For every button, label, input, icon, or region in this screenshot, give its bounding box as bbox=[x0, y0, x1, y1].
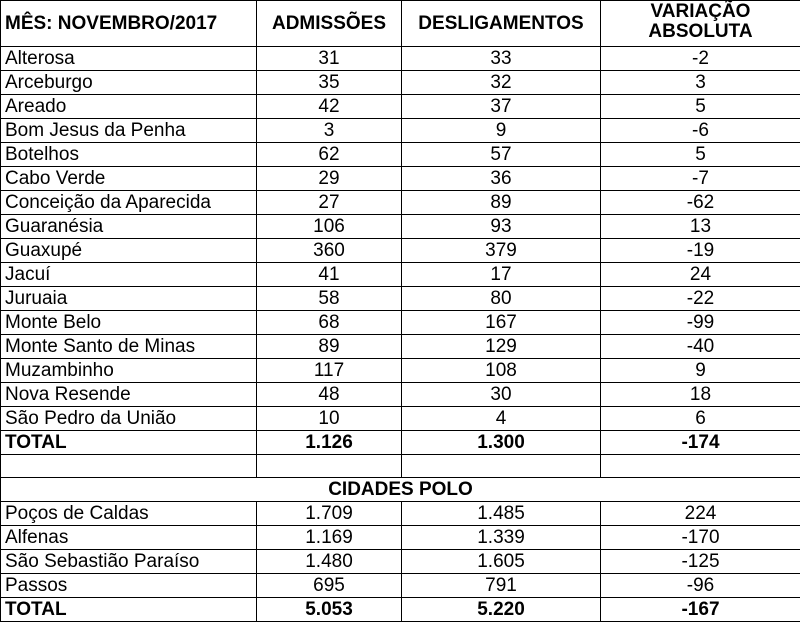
city-city-cell: Conceição da Aparecida bbox=[1, 191, 257, 215]
city-variation-cell: -2 bbox=[601, 47, 800, 71]
city-variation-cell: -40 bbox=[601, 335, 800, 359]
admissions-header: ADMISSÕES bbox=[257, 1, 402, 47]
spacer-cell bbox=[601, 455, 800, 478]
city-dismissals-cell: 108 bbox=[402, 359, 601, 383]
city-variation-cell: 13 bbox=[601, 215, 800, 239]
city-city-cell: São Pedro da União bbox=[1, 407, 257, 431]
spacer-cell bbox=[402, 455, 601, 478]
variation-header-line2: ABSOLUTA bbox=[648, 21, 753, 42]
city-variation-cell: -19 bbox=[601, 239, 800, 263]
city-city-cell: Guaxupé bbox=[1, 239, 257, 263]
city-city-cell: Guaranésia bbox=[1, 215, 257, 239]
polo-city-variation-cell: 224 bbox=[601, 502, 800, 526]
city-admissions-cell: 27 bbox=[257, 191, 402, 215]
spacer-cell bbox=[257, 455, 402, 478]
city-variation-cell: 9 bbox=[601, 359, 800, 383]
city-dismissals-cell: 17 bbox=[402, 263, 601, 287]
polo-city-dismissals-cell: 1.339 bbox=[402, 526, 601, 550]
total-variation: -174 bbox=[601, 431, 800, 455]
polo-city-admissions-cell: 1.480 bbox=[257, 550, 402, 574]
polo-total-dismissals: 5.220 bbox=[402, 598, 601, 622]
city-city-cell: Monte Santo de Minas bbox=[1, 335, 257, 359]
polo-city-row bbox=[1, 574, 800, 598]
total-dismissals: 1.300 bbox=[402, 431, 601, 455]
city-dismissals-cell: 37 bbox=[402, 95, 601, 119]
city-row bbox=[1, 287, 800, 311]
polo-city-variation-cell: -96 bbox=[601, 574, 800, 598]
city-row bbox=[1, 383, 800, 407]
variation-header bbox=[601, 1, 800, 47]
polo-city-row bbox=[1, 526, 800, 550]
total-label: TOTAL bbox=[1, 431, 257, 455]
city-admissions-cell: 106 bbox=[257, 215, 402, 239]
city-dismissals-cell: 93 bbox=[402, 215, 601, 239]
main-table-body bbox=[1, 47, 800, 502]
polo-city-row bbox=[1, 550, 800, 574]
city-dismissals-cell: 80 bbox=[402, 287, 601, 311]
city-row bbox=[1, 119, 800, 143]
city-admissions-cell: 35 bbox=[257, 71, 402, 95]
city-row bbox=[1, 407, 800, 431]
city-admissions-cell: 29 bbox=[257, 167, 402, 191]
city-row bbox=[1, 239, 800, 263]
city-variation-cell: 5 bbox=[601, 143, 800, 167]
city-admissions-cell: 42 bbox=[257, 95, 402, 119]
city-city-cell: Alterosa bbox=[1, 47, 257, 71]
dismissals-header: DESLIGAMENTOS bbox=[402, 1, 601, 47]
polo-section-row bbox=[1, 478, 800, 502]
polo-city-dismissals-cell: 1.485 bbox=[402, 502, 601, 526]
city-admissions-cell: 58 bbox=[257, 287, 402, 311]
variation-header-line1: VARIAÇÃO bbox=[650, 1, 751, 22]
month-header: MÊS: NOVEMBRO/2017 bbox=[1, 1, 257, 47]
city-row bbox=[1, 359, 800, 383]
city-row bbox=[1, 95, 800, 119]
city-dismissals-cell: 379 bbox=[402, 239, 601, 263]
polo-city-dismissals-cell: 791 bbox=[402, 574, 601, 598]
city-admissions-cell: 41 bbox=[257, 263, 402, 287]
city-city-cell: Arceburgo bbox=[1, 71, 257, 95]
polo-city-admissions-cell: 695 bbox=[257, 574, 402, 598]
city-variation-cell: -7 bbox=[601, 167, 800, 191]
header-row bbox=[1, 1, 800, 47]
city-dismissals-cell: 9 bbox=[402, 119, 601, 143]
city-dismissals-cell: 36 bbox=[402, 167, 601, 191]
city-variation-cell: 5 bbox=[601, 95, 800, 119]
city-city-cell: Cabo Verde bbox=[1, 167, 257, 191]
city-city-cell: Jacuí bbox=[1, 263, 257, 287]
city-row bbox=[1, 167, 800, 191]
polo-city-city-cell: Poços de Caldas bbox=[1, 502, 257, 526]
city-variation-cell: -22 bbox=[601, 287, 800, 311]
total-row bbox=[1, 431, 800, 455]
city-variation-cell: -99 bbox=[601, 311, 800, 335]
city-city-cell: Areado bbox=[1, 95, 257, 119]
city-admissions-cell: 89 bbox=[257, 335, 402, 359]
polo-total-row bbox=[1, 598, 800, 622]
city-admissions-cell: 3 bbox=[257, 119, 402, 143]
total-admissions: 1.126 bbox=[257, 431, 402, 455]
city-admissions-cell: 68 bbox=[257, 311, 402, 335]
city-admissions-cell: 48 bbox=[257, 383, 402, 407]
city-admissions-cell: 360 bbox=[257, 239, 402, 263]
city-row bbox=[1, 191, 800, 215]
city-variation-cell: -62 bbox=[601, 191, 800, 215]
city-dismissals-cell: 57 bbox=[402, 143, 601, 167]
polo-city-row bbox=[1, 502, 800, 526]
polo-city-admissions-cell: 1.169 bbox=[257, 526, 402, 550]
city-city-cell: Muzambinho bbox=[1, 359, 257, 383]
city-dismissals-cell: 32 bbox=[402, 71, 601, 95]
city-row bbox=[1, 71, 800, 95]
city-variation-cell: 24 bbox=[601, 263, 800, 287]
city-row bbox=[1, 143, 800, 167]
city-city-cell: Nova Resende bbox=[1, 383, 257, 407]
city-city-cell: Botelhos bbox=[1, 143, 257, 167]
polo-total-label: TOTAL bbox=[1, 598, 257, 622]
city-admissions-cell: 62 bbox=[257, 143, 402, 167]
spacer-row bbox=[1, 455, 800, 478]
polo-city-city-cell: Alfenas bbox=[1, 526, 257, 550]
city-dismissals-cell: 129 bbox=[402, 335, 601, 359]
polo-city-city-cell: São Sebastião Paraíso bbox=[1, 550, 257, 574]
city-admissions-cell: 10 bbox=[257, 407, 402, 431]
polo-city-dismissals-cell: 1.605 bbox=[402, 550, 601, 574]
city-dismissals-cell: 30 bbox=[402, 383, 601, 407]
city-row bbox=[1, 215, 800, 239]
city-dismissals-cell: 89 bbox=[402, 191, 601, 215]
city-city-cell: Bom Jesus da Penha bbox=[1, 119, 257, 143]
polo-city-admissions-cell: 1.709 bbox=[257, 502, 402, 526]
city-row bbox=[1, 335, 800, 359]
city-row bbox=[1, 263, 800, 287]
city-variation-cell: 18 bbox=[601, 383, 800, 407]
city-row bbox=[1, 47, 800, 71]
city-dismissals-cell: 33 bbox=[402, 47, 601, 71]
polo-section-title: CIDADES POLO bbox=[1, 478, 800, 502]
city-variation-cell: 3 bbox=[601, 71, 800, 95]
city-admissions-cell: 31 bbox=[257, 47, 402, 71]
city-city-cell: Monte Belo bbox=[1, 311, 257, 335]
polo-total-admissions: 5.053 bbox=[257, 598, 402, 622]
city-row bbox=[1, 311, 800, 335]
spacer-cell bbox=[1, 455, 257, 478]
polo-city-variation-cell: -170 bbox=[601, 526, 800, 550]
city-variation-cell: -6 bbox=[601, 119, 800, 143]
polo-table-body bbox=[1, 502, 800, 622]
city-city-cell: Juruaia bbox=[1, 287, 257, 311]
polo-city-city-cell: Passos bbox=[1, 574, 257, 598]
city-dismissals-cell: 4 bbox=[402, 407, 601, 431]
city-variation-cell: 6 bbox=[601, 407, 800, 431]
polo-total-variation: -167 bbox=[601, 598, 800, 622]
city-dismissals-cell: 167 bbox=[402, 311, 601, 335]
polo-city-variation-cell: -125 bbox=[601, 550, 800, 574]
city-admissions-cell: 117 bbox=[257, 359, 402, 383]
